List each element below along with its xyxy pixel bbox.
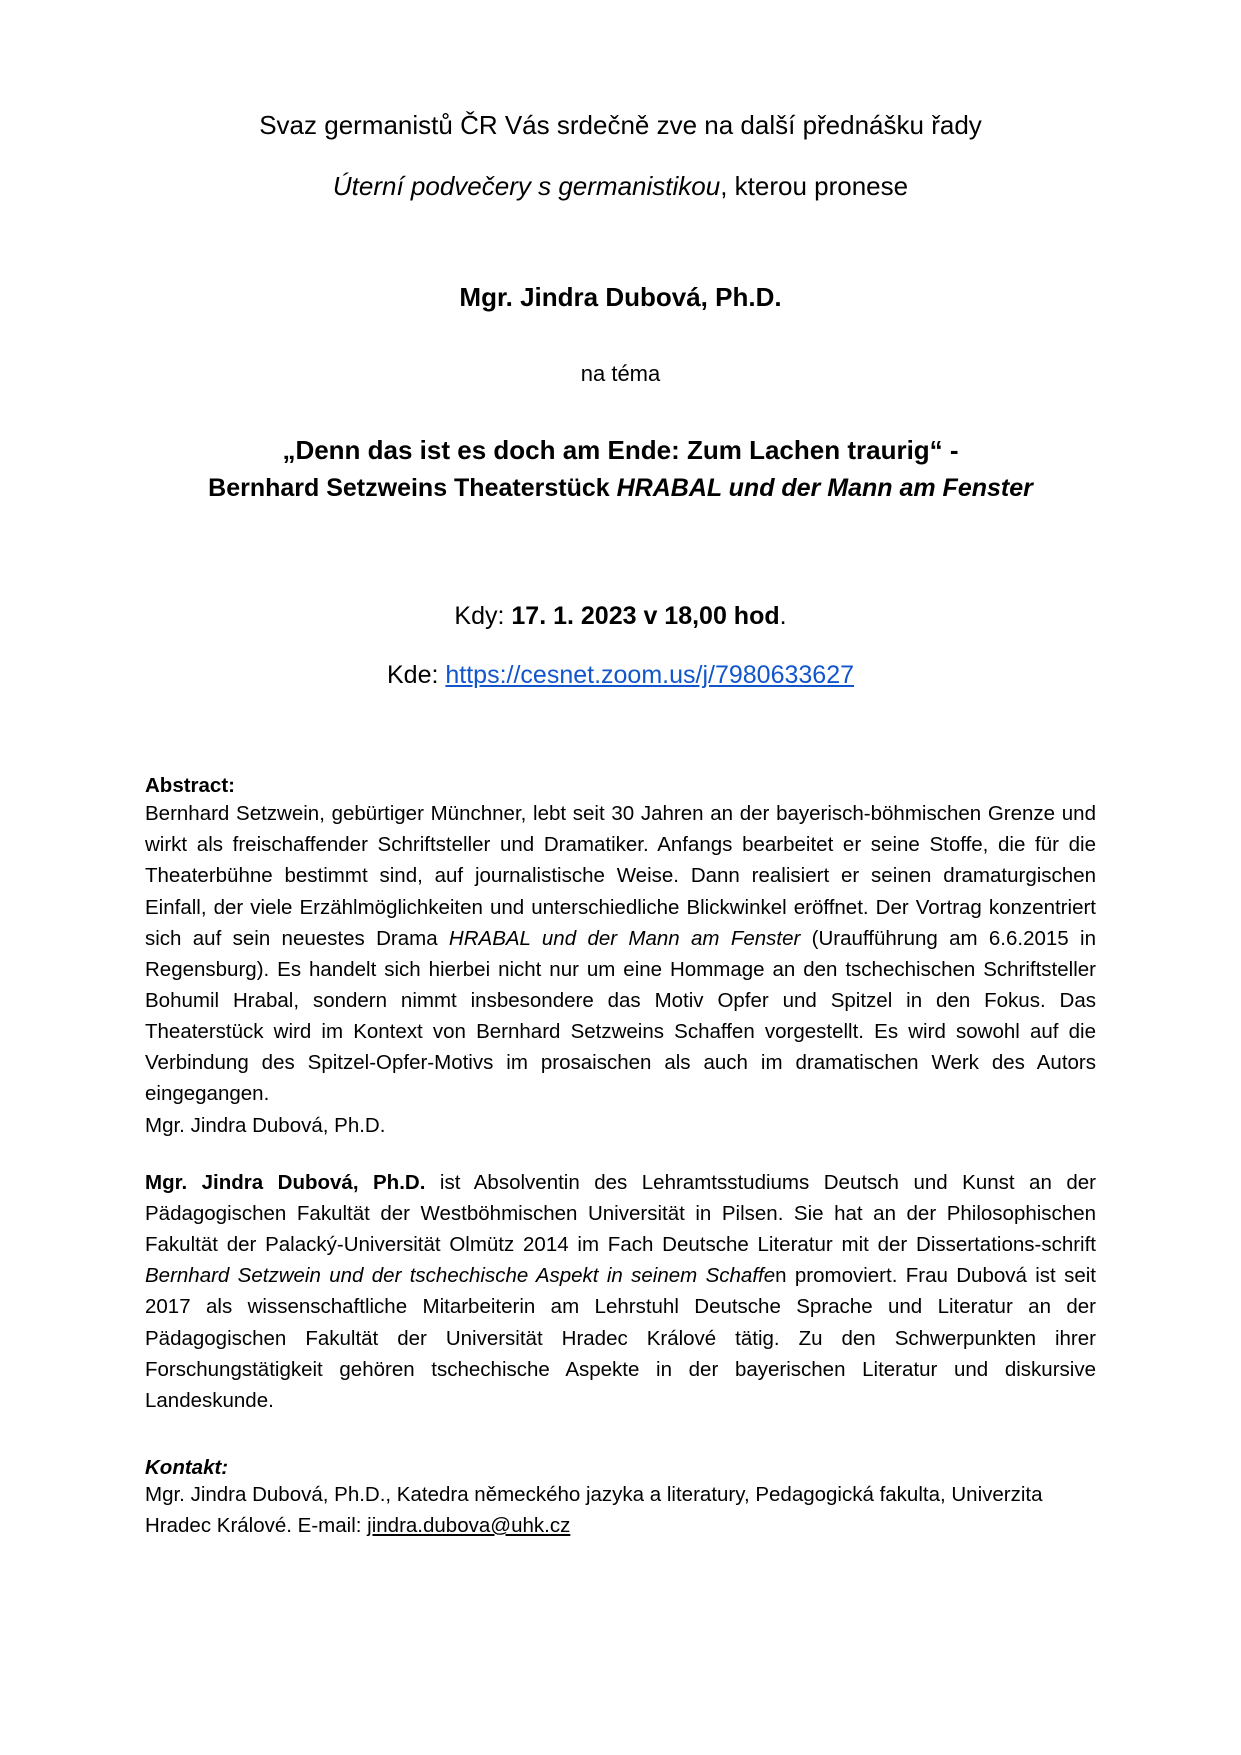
contact-email-prefix: Hradec Králové. E-mail: <box>145 1513 368 1537</box>
where-label: Kde: <box>387 661 439 690</box>
bio-paragraph <box>145 1167 1096 1416</box>
bio-part-2: n promoviert. Frau Dubová ist seit 2017 als wissenschaftliche Mitarbeiterin am Lehrstuhl Deutsche Sprache und Literatur an der Pädagogischen Fakultät der Universität Hradec Králové tätig. Zu den Schwerpunkten ihrer Forschungstätigkeit gehören tschechische Aspekte in der bayerischen Literatur und diskursive Landeskunde. <box>145 1264 1096 1412</box>
invitation-line-1: Svaz germanistů ČR Vás srdečně zve na další přednášku řady <box>259 110 982 140</box>
abstract-paragraph <box>145 798 1096 1110</box>
event-where <box>145 661 1096 690</box>
abstract-section <box>145 774 1096 1141</box>
contact-email-link[interactable]: jindra.dubova@uhk.cz <box>367 1513 571 1537</box>
bio-name: Mgr. Jindra Dubová, Ph.D. <box>145 1170 426 1194</box>
lecture-work-title: HRABAL und der Mann am Fenster <box>616 474 1033 503</box>
topic-lead-label: na téma <box>580 361 661 387</box>
bio-section <box>145 1167 1096 1416</box>
contact-label: Kontakt: <box>145 1456 229 1479</box>
abstract-work-title: HRABAL und der Mann am Fenster <box>448 926 801 950</box>
abstract-signature: Mgr. Jindra Dubová, Ph.D. <box>145 1113 386 1137</box>
contact-line-2 <box>145 1511 1096 1542</box>
speaker-name: Mgr. Jindra Dubová, Ph.D. <box>459 282 782 313</box>
contact-section <box>145 1456 1096 1542</box>
abstract-part-1: Bernhard Setzwein, gebürtiger Münchner, lebt seit 30 Jahren an der bayerisch-böhmischen Grenze und wirkt als freischaffender Schriftsteller und Dramatiker. Anfangs bearbeitet er seine Stoffe, die für die Theaterbühne bestimmt sind, auf journalistische Weise. Dann realisiert er seinen dramaturgischen Einfall, der viele Erzählmöglichkeiten und unterschiedliche Blickwinkel eröffnet. Der Vortrag konzentriert sich auf sein neuestes Drama <box>145 802 1096 950</box>
contact-line-1: Mgr. Jindra Dubová, Ph.D., Katedra německého jazyka a literatury, Pedagogická fakulta, Univerzita <box>145 1483 1043 1506</box>
event-when <box>145 602 1096 631</box>
abstract-label: Abstract: <box>145 774 235 798</box>
when-label: Kdy: <box>454 602 505 631</box>
invitation-line-2-tail: , kterou pronese <box>720 171 909 202</box>
bio-part-1: ist Absolventin des Lehramtsstudiums Deutsch und Kunst an der Pädagogischen Fakultät der Westböhmischen Universität in Pilsen. Sie hat an der Philosophischen Fakultät der Palacký-Universität Olmütz 2014 im Fach Deutsche Literatur mit der Dissertations-schrift <box>145 1170 1096 1257</box>
series-title: Úterní podvečery s germanistikou <box>332 171 721 202</box>
lecture-title-line-2-prefix: Bernhard Setzweins Theaterstück <box>208 474 617 503</box>
lecture-title-block <box>145 433 1096 506</box>
lecture-title-line-1: „Denn das ist es doch am Ende: Zum Lachen traurig“ - <box>282 435 959 466</box>
when-value: 17. 1. 2023 v 18,00 hod <box>511 602 780 631</box>
when-period: . <box>779 602 787 631</box>
zoom-link[interactable]: https://cesnet.zoom.us/j/7980633627 <box>445 661 854 690</box>
bio-dissertation-title: Bernhard Setzwein und der tschechische Aspekt in seinem Schaffe <box>145 1264 776 1288</box>
invitation-line-2 <box>145 169 1096 204</box>
lecture-title-line-2 <box>145 472 1096 506</box>
abstract-part-2: (Uraufführung am 6.6.2015 in Regensburg). Es handelt sich hierbei nicht nur um eine Hommage an den tschechischen Schriftsteller Bohumil Hrabal, sondern nimmt insbesondere das Motiv Opfer und Spitzel in den Fokus. Das Theaterstück wird im Kontext von Bernhard Setzweins Schaffen vorgestellt. Es wird sowohl auf die Verbindung des Spitzel-Opfer-Motivs im prosaischen als auch im dramatischen Werk des Autors eingegangen. <box>145 926 1096 1106</box>
